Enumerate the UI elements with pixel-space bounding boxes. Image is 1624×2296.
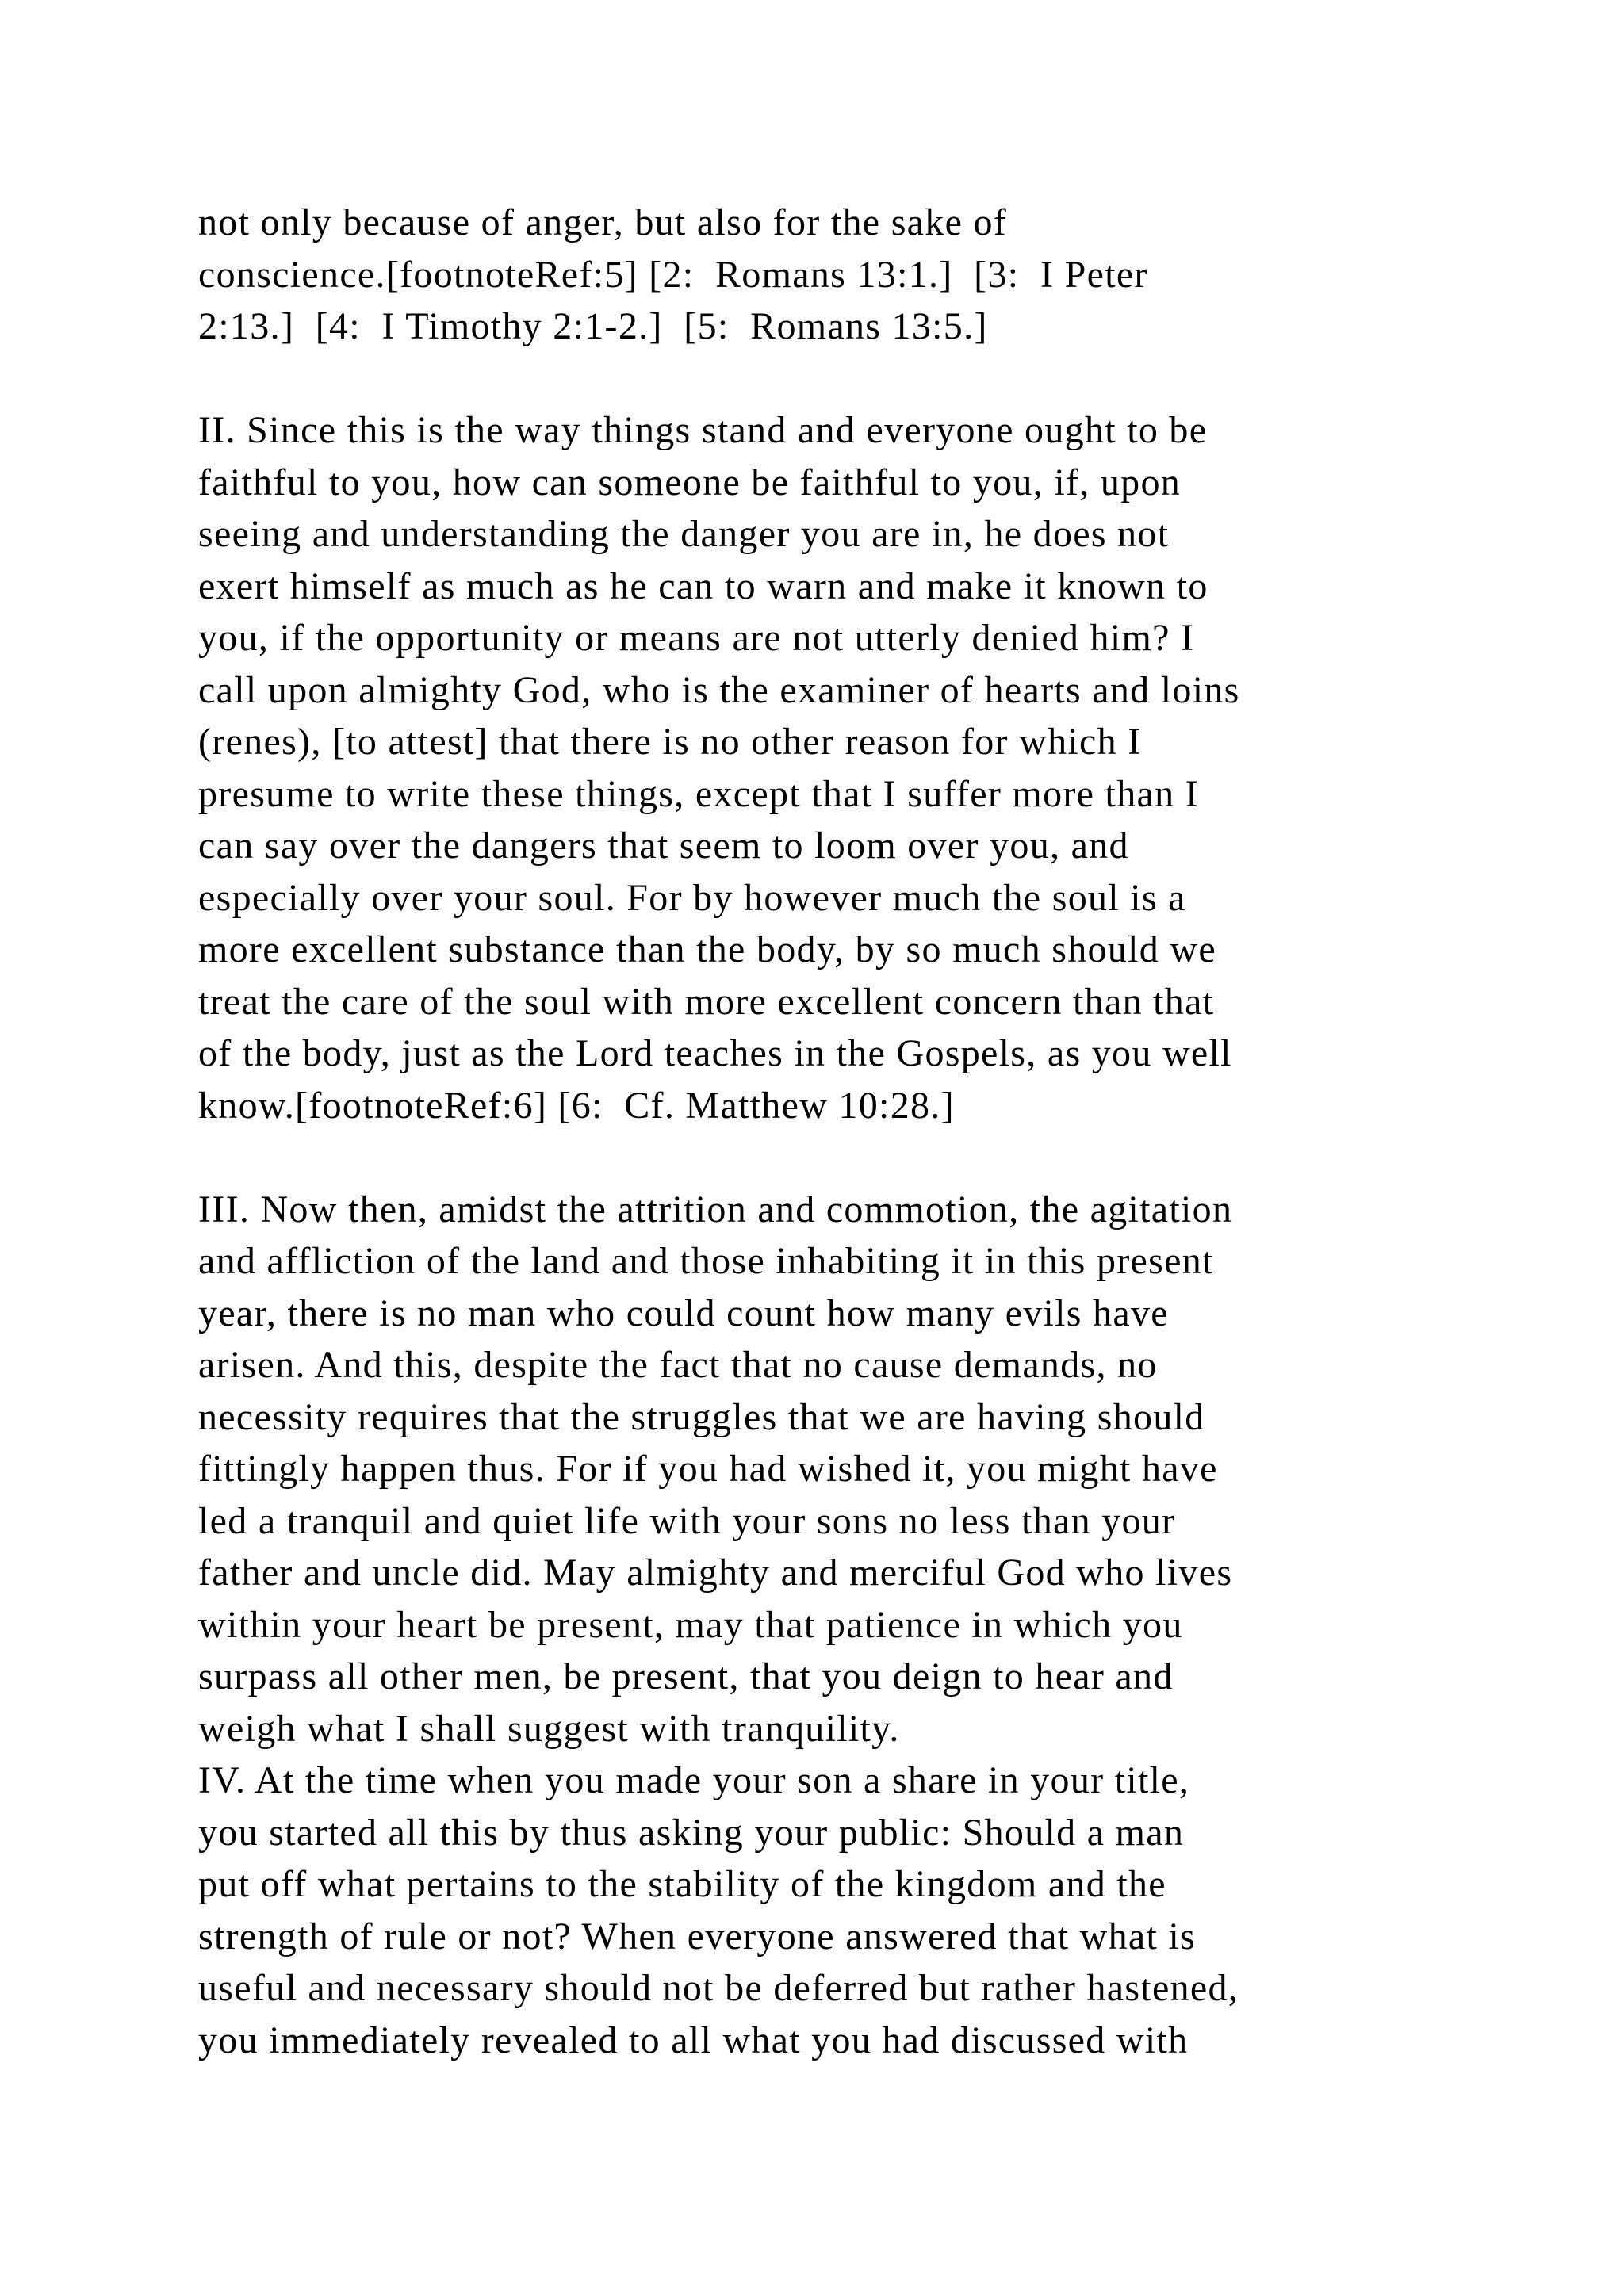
text-line: know.[footnoteRef:6] [6: Cf. Matthew 10:28.]	[198, 1084, 955, 1127]
text-line: weigh what I shall suggest with tranquility.	[198, 1707, 900, 1750]
paragraph-1	[198, 197, 1546, 353]
text-line: more excellent substance than the body, by so much should we	[198, 928, 1216, 970]
text-line: useful and necessary should not be deferred but rather hastened,	[198, 1967, 1239, 2009]
text-line: you immediately revealed to all what you had discussed with	[198, 2019, 1189, 2061]
text-line: you, if the opportunity or means are not utterly denied him? I	[198, 617, 1195, 659]
text-line: exert himself as much as he can to warn and make it known to	[198, 564, 1208, 607]
text-line: faithful to you, how can someone be faithful to you, if, upon	[198, 461, 1182, 503]
text-line: treat the care of the soul with more excellent concern than that	[198, 980, 1215, 1023]
paragraph-spacer	[198, 353, 1546, 405]
text-line: within your heart be present, may that patience in which you	[198, 1603, 1183, 1646]
paragraph-2	[198, 404, 1546, 1131]
text-line: 2:13.] [4: I Timothy 2:1-2.] [5: Romans 13:5.]	[198, 305, 988, 347]
text-line: necessity requires that the struggles that we are having should	[198, 1395, 1205, 1438]
paragraph-spacer	[198, 1131, 1546, 1184]
document-body	[198, 197, 1546, 2066]
text-line: strength of rule or not? When everyone answered that what is	[198, 1915, 1197, 1957]
text-line: surpass all other men, be present, that you deign to hear and	[198, 1655, 1174, 1697]
text-line: and affliction of the land and those inhabiting it in this present	[198, 1240, 1214, 1282]
text-line: of the body, just as the Lord teaches in the Gospels, as you well	[198, 1032, 1232, 1074]
text-line: not only because of anger, but also for the sake of	[198, 201, 1008, 243]
text-line: (renes), [to attest] that there is no other reason for which I	[198, 721, 1142, 763]
text-line: put off what pertains to the stability of the kingdom and the	[198, 1863, 1166, 1905]
text-line: III. Now then, amidst the attrition and commotion, the agitation	[198, 1188, 1233, 1230]
text-line: you started all this by thus asking your public: Should a man	[198, 1811, 1185, 1854]
text-line: presume to write these things, except that I suffer more than I	[198, 772, 1199, 815]
text-line: call upon almighty God, who is the examiner of hearts and loins	[198, 668, 1240, 711]
text-line: arisen. And this, despite the fact that no cause demands, no	[198, 1344, 1158, 1386]
text-line: II. Since this is the way things stand and everyone ought to be	[198, 409, 1208, 451]
paragraph-3	[198, 1184, 1546, 1755]
paragraph-4	[198, 1755, 1546, 2066]
text-line: fittingly happen thus. For if you had wished it, you might have	[198, 1448, 1218, 1490]
text-line: conscience.[footnoteRef:5] [2: Romans 13:1.] [3: I Peter	[198, 253, 1148, 296]
text-line: especially over your soul. For by however much the soul is a	[198, 876, 1186, 919]
text-line: seeing and understanding the danger you are in, he does not	[198, 513, 1170, 555]
text-line: can say over the dangers that seem to loom over you, and	[198, 825, 1129, 867]
text-line: led a tranquil and quiet life with your sons no less than your	[198, 1499, 1176, 1542]
text-line: father and uncle did. May almighty and merciful God who lives	[198, 1552, 1233, 1594]
text-line: IV. At the time when you made your son a share in your title,	[198, 1759, 1190, 1801]
text-line: year, there is no man who could count how many evils have	[198, 1292, 1169, 1334]
